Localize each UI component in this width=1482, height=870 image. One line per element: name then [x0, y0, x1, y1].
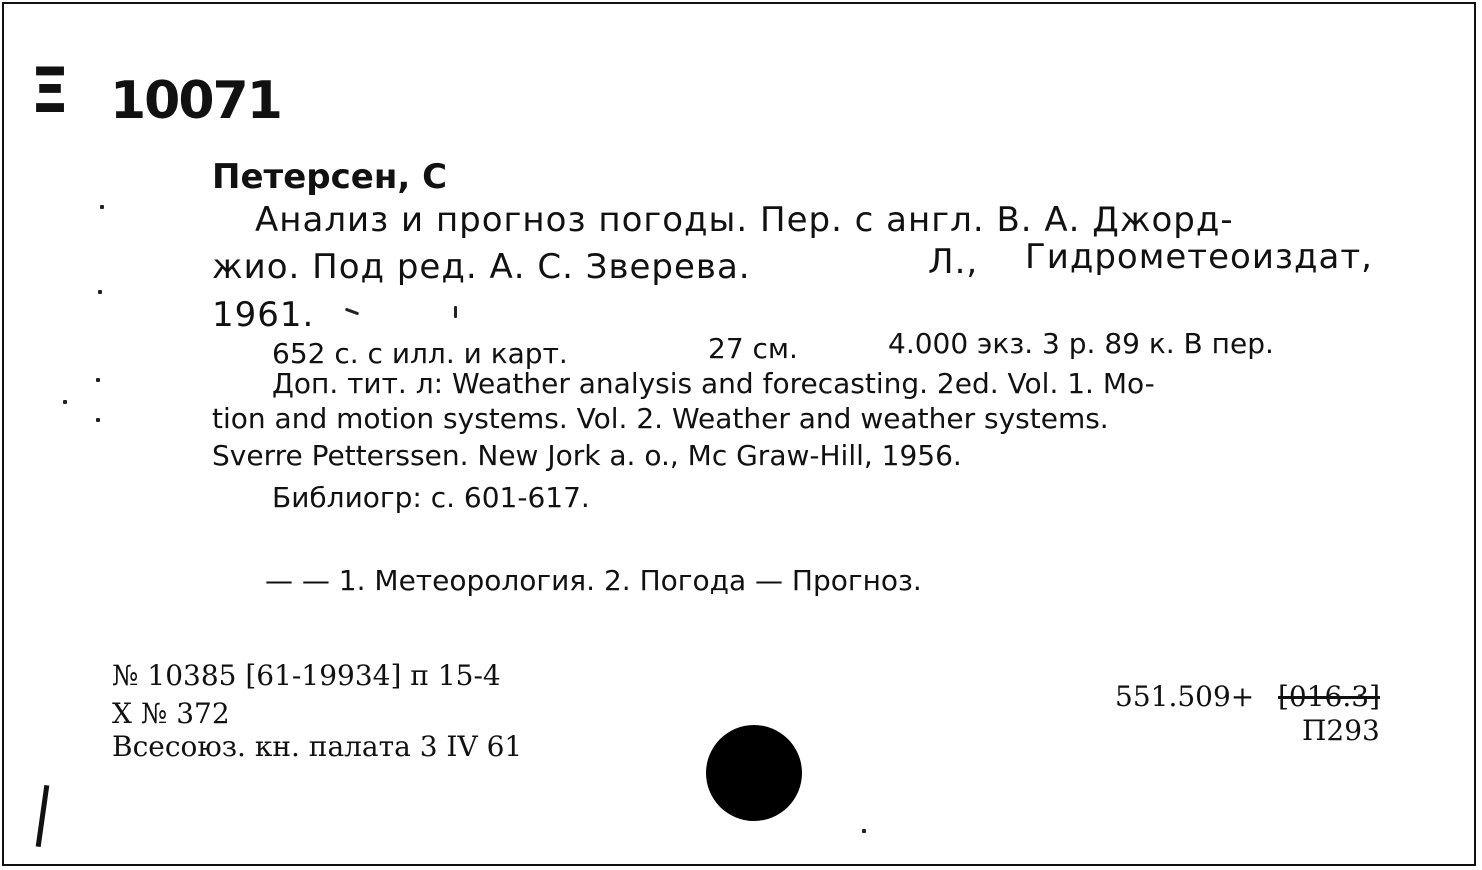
original-title-line-1: Доп. тит. л: Weather analysis and forecasting. 2ed. Vol. 1. Mo-	[272, 367, 1155, 400]
author-name: Петерсен, С	[212, 157, 448, 197]
punch-hole	[706, 725, 802, 821]
publication-year: 1961.	[212, 295, 315, 335]
specks	[96, 378, 100, 382]
collation-size: 27 см.	[708, 332, 798, 365]
specks	[862, 829, 866, 833]
shelf-mark-glyph: Ξ	[30, 54, 68, 127]
bibliography-note: Библиогр: с. 601-617.	[272, 481, 590, 514]
register-line-2: X № 372	[112, 697, 230, 730]
specks	[98, 290, 102, 294]
original-title-line-3: Sverre Petterssen. New Jork a. o., Mc Graw-Hill, 1956.	[212, 439, 962, 472]
specks	[63, 400, 67, 404]
shelf-mark: 10071	[110, 71, 281, 131]
title-line-1: Анализ и прогноз погоды. Пер. с англ. В. А. Джорд-	[255, 200, 1234, 240]
register-line-1: № 10385 [61-19934] п 15-4	[112, 659, 501, 692]
collation-pages: 652 с. с илл. и карт.	[272, 337, 568, 370]
specks	[96, 418, 100, 422]
collation-copies-price: 4.000 экз. 3 р. 89 к. В пер.	[888, 327, 1274, 360]
specks	[100, 205, 104, 209]
udc-code: 551.509+	[1115, 680, 1255, 713]
call-number: П293	[1302, 714, 1380, 747]
specks	[454, 306, 457, 318]
original-title-line-2: tion and motion systems. Vol. 2. Weather and weather systems.	[212, 402, 1109, 435]
publisher-place: Л.,	[928, 242, 979, 282]
subject-headings: — — 1. Метеорология. 2. Погода — Прогноз.	[265, 564, 922, 597]
register-line-3: Всесоюз. кн. палата 3 IV 61	[112, 730, 523, 763]
title-line-2: жио. Под ред. А. С. Зверева.	[212, 247, 751, 287]
old-class-code: [016.3]	[1278, 680, 1381, 713]
publisher-name: Гидрометеоиздат,	[1025, 237, 1373, 277]
